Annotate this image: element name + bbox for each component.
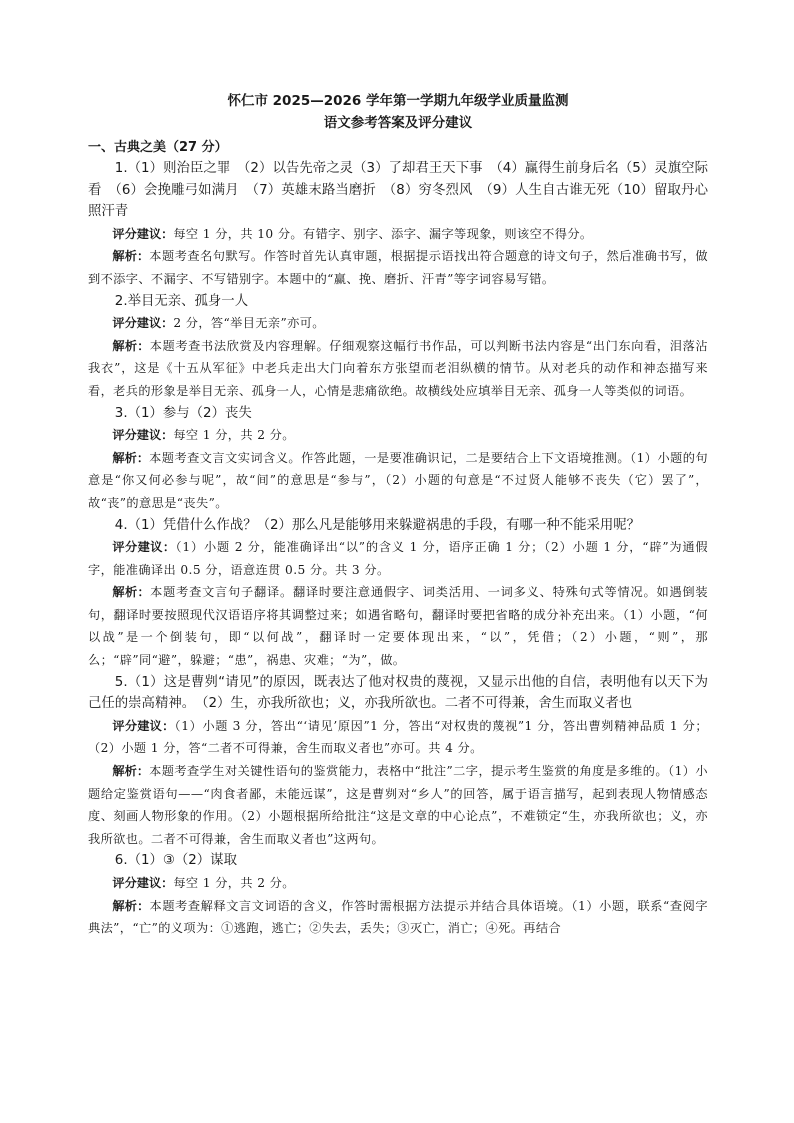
q6-analysis	[88, 895, 708, 940]
q2-analysis-text: 本题考查书法欣赏及内容理解。仔细观察这幅行书作品，可以判断书法内容是“出门东向看，泪落沾我衣”，这是《十五从军征》中老兵走出大门向着东方张望而老泪纵横的情节。从对老兵的动作和神态描写来看，老兵的形象是举目无亲、孤身一人，心情是悲痛欲绝。故横线处应填举目无亲、孤身一人等类似的词语。	[88, 338, 708, 398]
q1-analysis-text: 本题考查名句默写。作答时首先认真审题，根据提示语找出符合题意的诗文句子，然后准确书写，做到不添字、不漏字、不写错别字。本题中的“赢、挽、磨折、汗青”等字词容易写错。	[88, 249, 708, 286]
q6-score	[88, 872, 708, 895]
score-label: 评分建议：	[112, 718, 175, 733]
analysis-label: 解析：	[112, 585, 151, 600]
analysis-label: 解析：	[112, 450, 150, 465]
q4-analysis-text: 本题考查文言句子翻译。翻译时要注意通假字、词类活用、一词多义、特殊句式等情况。如遇倒装句，翻译时要按照现代汉语语序将其调整过来；如遇省略句，翻译时要把省略的成分补充出来。（1）小题，“何以战”是一个倒装句，即“以何战”，翻译时一定要体现出来，“以”，凭借；（2）小题，“则”，那么；“辟”同“避”，躲避；“患”，祸患、灾难；“为”，做。	[88, 585, 708, 668]
score-label: 评分建议：	[112, 428, 174, 443]
q5-analysis	[88, 760, 708, 850]
analysis-label: 解析：	[112, 249, 150, 264]
q4-analysis	[88, 581, 708, 671]
q3-analysis-text: 本题考查文言文实词含义。作答此题，一是要准确识记，二是要结合上下文语境推测。（1）小题的句意是“你又何必参与呢”，故“间”的意思是“参与”，（2）小题的句意是“不过贤人能够不丧失（它）罢了”，故“丧”的意思是“丧失”。	[88, 450, 708, 510]
analysis-label: 解析：	[112, 338, 150, 353]
q3-answer: 3.（1）参与（2）丧失	[114, 405, 252, 421]
q6-answer: 6.（1）③（2）谋取	[114, 853, 237, 869]
q5-score-text: （1）小题 3 分，答出“‘请见’原因”1 分，答出“对权贵的蔑视”1 分，答出曹刿精神品质 1 分；（2）小题 1 分，答“二者不可得兼，舍生而取义者也”亦可。共 4 分。	[88, 718, 709, 756]
score-label: 评分建议：	[112, 226, 174, 241]
q5-score	[88, 715, 708, 760]
analysis-label: 解析：	[112, 764, 150, 779]
score-label: 评分建议：	[112, 876, 174, 890]
q6-score-text: 每空 1 分，共 2 分。	[173, 876, 295, 890]
q3-score	[88, 424, 708, 447]
q4-score	[88, 536, 708, 581]
score-label: 评分建议：	[112, 540, 176, 555]
q4-score-text: （1）小题 2 分，能准确译出“以”的含义 1 分，语序正确 1 分；（2）小题 1 分，“辟”为通假字，能准确译出 0.5 分，语意连贯 0.5 分。共 3 分。	[88, 540, 709, 577]
q3-score-text: 每空 1 分，共 2 分。	[173, 428, 295, 443]
q2-answer: 2.举目无亲、孤身一人	[114, 293, 249, 309]
q5-answer: 5.（1）这是曹刿“请见”的原因，既表达了他对权贵的蔑视，又显示出他的自信，表明他有以天下为己任的崇高精神。 （2）生，亦我所欲也；义，亦我所欲也。二者不可得兼，舍生而取义者也	[88, 674, 708, 712]
q1-score-text: 每空 1 分，共 10 分。有错字、别字、添字、漏字等现象，则该空不得分。	[173, 226, 593, 241]
q5-analysis-text: 本题考查学生对关键性语句的鉴赏能力，表格中“批注”二字，提示考生鉴赏的角度是多维的。（1）小题给定鉴赏语句——“肉食者鄙，未能远谋”，这是曹刿对“乡人”的回答，属于语言描写，起到表现人物情感态度、刻画人物形象的作用。（2）小题根据所给批注“这是文章的中心论点”，不难锁定“生，亦我所欲也；义，亦我所欲也。二者不可得兼，舍生而取义者也”这两句。	[88, 764, 709, 846]
q6-analysis-text: 本题考查解释文言文词语的含义，作答时需根据方法提示并结合具体语境。（1）小题，联系“查阅字典法”，“亡”的义项为：①逃跑，逃亡；②失去，丢失；③灭亡，消亡；④死。再结合	[88, 898, 709, 936]
document-subtitle: 语文参考答案及评分建议	[323, 115, 473, 131]
q2-analysis	[88, 335, 708, 403]
q1-score	[88, 223, 708, 246]
q3-analysis	[88, 447, 708, 515]
q1-analysis	[88, 245, 708, 290]
document-title: 怀仁市 2025—2026 学年第一学期九年级学业质量监测	[227, 93, 569, 109]
q4-answer: 4.（1）凭借什么作战？（2）那么凡是能够用来躲避祸患的手段，有哪一种不能采用呢？	[114, 517, 641, 533]
q2-score	[88, 312, 708, 335]
q2-score-text: 2 分，答“举目无亲”亦可。	[173, 316, 325, 331]
score-label: 评分建议：	[112, 316, 174, 331]
analysis-label: 解析：	[112, 898, 150, 913]
q1-answer: 1.（1）则治臣之罪 （2）以告先帝之灵（3）了却君王天下事 （4）赢得生前身后名（5）灵旗空际看 （6）会挽雕弓如满月 （7）英雄末路当磨折 （8）穷冬烈风 （9）人生自古谁无死（10）留取丹心照汗青	[88, 161, 708, 220]
section-heading: 一、古典之美（27 分）	[88, 140, 228, 155]
